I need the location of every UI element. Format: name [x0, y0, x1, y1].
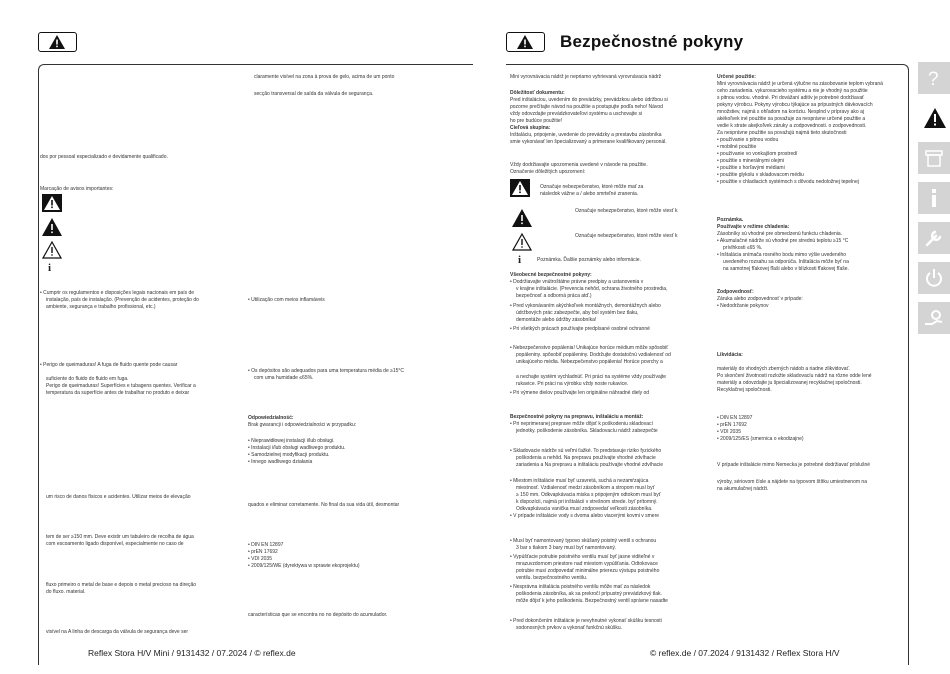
text-line: výroby, sériovom čísle a nájdete na typovom štítku umiestnenom na [717, 479, 867, 485]
text-line: pokyny výrobcu. Pokyny výrobcu týkajúce sa prípustných dávkovacích [717, 102, 873, 108]
text-line: • Nieprawidłowej instalacji i/lub obsługi. [248, 438, 335, 445]
text-line: • Pri výmene dielov používajte len originálne náhradné diely od [510, 390, 649, 397]
warning-icon [517, 35, 533, 49]
text-line: um risco de danos físicos e acidentes. Utilizar meios de elevação [46, 494, 191, 500]
text-line: údržbových prác zabezpečte, aby bol systém bez tlaku, [516, 310, 639, 316]
gear-hand-icon [924, 308, 944, 328]
text-line: Recyklačnej spoločnosti. [717, 387, 772, 393]
text-line: • prEN 17692 [717, 422, 747, 429]
text-line: poškodenia a nehôd. Na prepravu používajte vhodné zdvíhacie [516, 455, 656, 461]
text-line: 3 bar s tlakom 3 bary musí byť namontovaný. [516, 545, 617, 551]
warning-solid-icon [512, 209, 532, 227]
text-line: • Pred dokončením inštalácie je nevyhnutné vykonať skúšku tesnosti [510, 618, 662, 625]
text-line: smie vykonávať len špecializovaný a primerane kvalifikovaný personál. [510, 139, 667, 145]
text-line: instalação, país de instalação. (Prevenção de acidentes, proteção do [46, 297, 199, 303]
text-line: • prEN 17692 [248, 549, 278, 556]
text-line: com uma humidade ≤65%. [254, 375, 314, 381]
section-heading: Odpowiedzialność: [248, 415, 294, 421]
text-line: v krajine inštalácie. (Prevencia nehôd, ochrana životného prostredia, [516, 286, 668, 292]
text-line: Inštaláciu, pripojenie, uvedenie do prevádzky a prestavbu zásobníka [510, 132, 662, 138]
text-line: zariadenia a Na prepravu a inštaláciu používajte vhodné zdvíhacie [516, 462, 664, 468]
text-line: • použitie s minerálnymi olejmi [717, 158, 784, 165]
text-line: • Nesprávna inštalácia poistného ventilu môže mať za následok [510, 584, 650, 591]
text-line: Perigo de queimaduras! Superfícies e tubagens quentes. Verificar a [46, 383, 196, 389]
tab-package[interactable] [918, 142, 950, 174]
text-line: • DIN EN 12897 [717, 415, 752, 422]
text-line: visível na A linha de descarga da válvula de segurança deve ser [46, 629, 189, 635]
text-line: vždy odovzdajte prevádzkovateľovi systému a uschovajte si [510, 111, 643, 117]
right-footer: © reflex.de / 07.2024 / 9131432 / Reflex Stora H/V [650, 648, 840, 658]
tab-safety[interactable] [918, 102, 950, 134]
text-line: • mobilné použitie [717, 144, 756, 151]
text-line: • Nebezpečenstvo popálenia! Unikajúce horúce médium môže spôsobiť [510, 345, 668, 352]
text-line: Označenie dôležitých upozornení: [510, 169, 586, 175]
text-line: ventilu. bezpečnostného ventilu. [516, 575, 588, 581]
text-line: akékoľvek iné použitie sa považuje za nesprávne určené použitie a [717, 116, 866, 122]
text-line: Vždy dodržiavajte upozornenia uvedené v návode na použitie. [510, 162, 648, 168]
text-line: • DIN EN 12897 [248, 542, 283, 549]
text-line: • Samodzielnej modyfikacji produktu. [248, 452, 330, 459]
caution-outline-icon [42, 241, 62, 259]
text-line: Označuje nebezpečenstvo, ktoré môže viesť k [575, 208, 678, 214]
text-line: prívlhkosti ≤65 %. [723, 245, 763, 251]
info-icon: i [48, 262, 52, 274]
text-line: následok vážne a / alebo smrteľné zranenia. [540, 191, 639, 197]
text-line: Zásobníky sú vhodné pre obmedzenú funkciu chladenia. [717, 231, 843, 237]
text-line: • Akumulačné nádrže sú vhodné pre strednú teplotu ≥15 °C [717, 238, 848, 245]
section-heading: Všeobecné bezpečnostné pokyny: [510, 272, 592, 278]
text-line: ambiente, segurança e trabalho profissional, etc.) [46, 304, 156, 310]
info-icon [924, 188, 944, 208]
text-line: • 2009/125/ES (smernica o ekodizajne) [717, 436, 804, 443]
text-line: Mini vyrovnávacia nádrž je nepriamo vyhrievaná vyrovnávacia nádrž [510, 74, 662, 80]
text-line: materiály a odovzdajte ju špecializovanej recyklačnej spoločnosti. [717, 380, 862, 386]
text-line: • Skladovacie nádrže sú veľmi ťažké. To predstavuje riziko fyzického [510, 448, 661, 455]
question-icon [924, 68, 944, 88]
text-line: ≥ 150 mm. Odkvapkávacia miska s pripojeným odtokom musí byť [516, 492, 661, 498]
text-line: • Instalacji i/lub obsługi wadliwego produktu. [248, 445, 345, 452]
warning-header-box [506, 32, 545, 52]
text-line: na akumulačnej nádrži. [717, 486, 769, 492]
text-line: suficiente do fluido do fluido em fuga. [46, 376, 129, 382]
text-line: a nechajte systém vychladnúť. Pri práci na systéme vždy používajte [516, 374, 666, 380]
text-line: • VDI 2035 [717, 429, 741, 436]
warning-header-box [38, 32, 77, 52]
note-text: Poznámka. Ďalšie poznámky alebo informácie. [537, 257, 641, 263]
text-line: Za nesprávne použitie sa považujú najmä tieto skutočnosti [717, 130, 847, 136]
svg-text:?: ? [928, 69, 939, 88]
text-line: materiály do vhodných zberných nádob a riadne zlikvidovať. [717, 366, 850, 372]
text-line: ceho zariadenia. vykurovacieho systému a nie je vhodný na použitie [717, 88, 868, 94]
text-line: Označuje nebezpečenstvo, ktoré môže viesť k [575, 233, 678, 239]
text-line: • Pri neprimeranej preprave môže dôjsť k poškodeniu skladovací [510, 421, 653, 428]
warning-icon [49, 35, 65, 49]
info-icon: i [518, 254, 522, 266]
text-line: • Innego wadliwego działania [248, 459, 312, 466]
wrench-icon [924, 228, 944, 248]
text-line: • Miestom inštalácie musí byť uzavretá, suchá a nezamŕzajúca [510, 478, 648, 485]
danger-sign-icon [42, 194, 62, 212]
text-line: tem de ser ≥150 mm. Deve existir um tabuleiro de recolha de água [46, 534, 194, 540]
warning-icon [924, 108, 946, 128]
text-line: na samotnej fľakovej fľaši alebo v blízkosti fľakovej fľaše. [723, 266, 849, 272]
text-line: com escoamento ligado disponível, especialmente no caso de [46, 541, 184, 547]
text-line: rukavice. Pri práci na výrobku vždy noste rukavice. [516, 381, 629, 387]
text-line: poškodenia zásobníka, ak sa prekročí prípustný prevádzkový tlak. [516, 591, 662, 597]
tab-power[interactable] [918, 262, 950, 294]
text-line: Odkvapkávacia vanička musí zodpovedať veľkosti zásobníka. [516, 506, 653, 512]
text-line: vedie k strate akejkoľvek záruky a zodpovednosti. o zodpovednosti. [717, 123, 867, 129]
danger-sign-icon [510, 179, 530, 197]
text-line: • použitie s horľavými médiami [717, 165, 785, 172]
text-line: Marcação de avisos importantes: [40, 186, 114, 192]
text-line: s pitnou vodou. vhodné. Pri dovážaní aditív je potrebné dodržiavať [717, 95, 864, 101]
text-line: unikajúceho média. Nebezpečenstvo popálenia! Horúce povrchy a [516, 359, 663, 365]
text-line: k dispozícii, najmä pri inštalácii v strešnom strede. byť prítomný. [516, 499, 658, 505]
text-line: • Utilização com meios inflamáveis [248, 297, 325, 304]
left-footer: Reflex Stora H/V Mini / 9131432 / 07.2024 / © reflex.de [88, 648, 296, 658]
tab-wrench[interactable] [918, 222, 950, 254]
section-heading: Cieľová skupina: [510, 125, 551, 131]
text-line: • použitie v chladiacich systémoch s dôvodu nedoložnej tepelnej [717, 179, 859, 186]
text-line: • Pred vykonávaním akýchkoľvek montážnych, demontážnych alebo [510, 303, 661, 310]
text-line: pozorne prečítajte návod na použitie a postupujte podľa neho! Návod [510, 104, 663, 110]
text-line: Záruka alebo zodpovednosť v prípade: [717, 296, 803, 302]
text-line: V prípade inštalácie mimo Nemecka je potrebné dodržiavať príslušné [717, 462, 871, 468]
text-line: • Pri všetkých prácach používajte predpísané osobné ochranné [510, 326, 650, 333]
section-heading: Dôležitosť dokumentu: [510, 90, 565, 96]
text-line: môže dôjsť k jeho poškodeniu. Bezpečnostný ventil správne nasadte [516, 598, 668, 604]
text-line: • používanie s pitnou vodou [717, 137, 778, 144]
text-line: • Vypúšťacie potrubie poistného ventilu musí byť jasne viditeľné v [510, 554, 654, 561]
page-title: Bezpečnostné pokyny [560, 32, 744, 51]
text-line: sodonosných prvkov a vykonať funkčnú skúšku. [516, 625, 623, 631]
text-line: • Dodržiavajte vnútroštátne právne predpisy a ustanovenia v [510, 279, 643, 286]
text-line: quados e eliminar corretamente. No final da sua vida útil, desmontar [248, 502, 400, 508]
text-line: popáleniny. spôsobiť popáleniny. Dodržujte dostatočnú vzdialenosť od [516, 352, 671, 358]
section-heading: Likvidácia: [717, 352, 743, 358]
text-line: Pred inštaláciou, uvedením do prevádzky, prevádzkou alebo údržbou si [510, 97, 668, 103]
text-line: • použitie glykolu v skladovacom médiu [717, 172, 804, 179]
section-heading: Používajte v režime chladenia: [717, 224, 790, 230]
text-line: temperatura da superfície antes de trabalhar no produto e deixar [46, 390, 190, 396]
warning-solid-icon [42, 218, 62, 236]
section-heading: Bezpečnostné pokyny na prepravu, inštaláciu a montáž: [510, 414, 644, 420]
package-icon [924, 148, 944, 168]
text-line: • V prípade inštalácie vody s dvoma alebo viacerými kovmi v smere [510, 513, 659, 520]
text-line: • VDI 2035 [248, 556, 272, 563]
text-line: fluxo primeiro o metal de base e depois o metal precioso na direção [46, 582, 197, 588]
text-line: • 2009/125/WE (dyrektywa w sprawie ekoprojektu) [248, 563, 360, 570]
text-line: Označuje nebezpečenstvo, ktoré môže mať za [540, 184, 644, 190]
text-line: ho pre budúce použitie! [510, 118, 562, 124]
text-line: dos por pessoal especializado e devidamente qualificado. [40, 154, 168, 160]
text-line: potrubie musí zodpovedať minimálne prierezu výstupu poistného [516, 568, 660, 574]
section-heading: Určené použitie: [717, 74, 756, 80]
text-line: • používanie vo vonkajšom prostredí [717, 151, 797, 158]
text-line: secção transversal de saída da válvula de segurança. [254, 91, 374, 97]
text-line: množstiev, najmä s ohľadom na koróziu. Nesplnd v prípravy ako aj [717, 109, 864, 115]
text-line: • Perigo de queimaduras! A fuga de fluido quente pode causar [40, 362, 177, 369]
text-line: • Cumprir os regulamentos e disposições legais nacionais em país de [40, 290, 194, 297]
text-line: miestnosť. Vzdialenosť medzi zásobníkom a stropom musí byť [516, 485, 655, 491]
caution-outline-icon [512, 233, 532, 251]
text-line: uvedeného rozsahu sa odporúča. Inštalácia môže byť na [723, 259, 849, 265]
tab-question[interactable] [918, 62, 950, 94]
section-heading: Poznámka. [717, 217, 744, 223]
text-line: • Os depósitos são adequados para uma temperatura média de ≥15°C [248, 368, 404, 375]
text-line: mrazuvzdornom priestore nad miestom vypúšťania. Odtokovace [516, 561, 658, 567]
text-line: jednotky. poškodenie zásobníka. Skladovacíu nádrž zabezpečte [516, 428, 658, 434]
text-line: • Inštalácia snímača rosného bodu mimo výšie uvedeného [717, 252, 846, 259]
tab-service[interactable] [918, 302, 950, 334]
text-line: Brak gwarancji i odpowiedzialności w przypadku: [248, 422, 357, 428]
text-line: demontáže alebo údržby zásobníka! [516, 317, 597, 323]
text-line: Mini vyrovnávacia nádrž je určená výlučne na zásobovanie teplom vybraná [717, 81, 883, 87]
text-line: • Musí byť namontovaný typovo skúšaný poistný ventil s ochranou [510, 538, 656, 545]
tab-info[interactable] [918, 182, 950, 214]
text-line: • Nedodržanie pokynov [717, 303, 769, 310]
text-line: do fluxo. material. [46, 589, 86, 595]
power-icon [924, 268, 944, 288]
text-line: características que se encontra no no depósito do acumulador. [248, 612, 388, 618]
text-line: claramente visível na zona à prova de gelo, acima de um ponto [254, 74, 395, 80]
section-heading: Zodpovednosť: [717, 289, 754, 295]
text-line: bezpečnosť a odborná práca atď.) [516, 293, 592, 299]
text-line: Po skončení životnosti rozložte skladovacíu nádrž na rôzne odde lené [717, 373, 872, 379]
